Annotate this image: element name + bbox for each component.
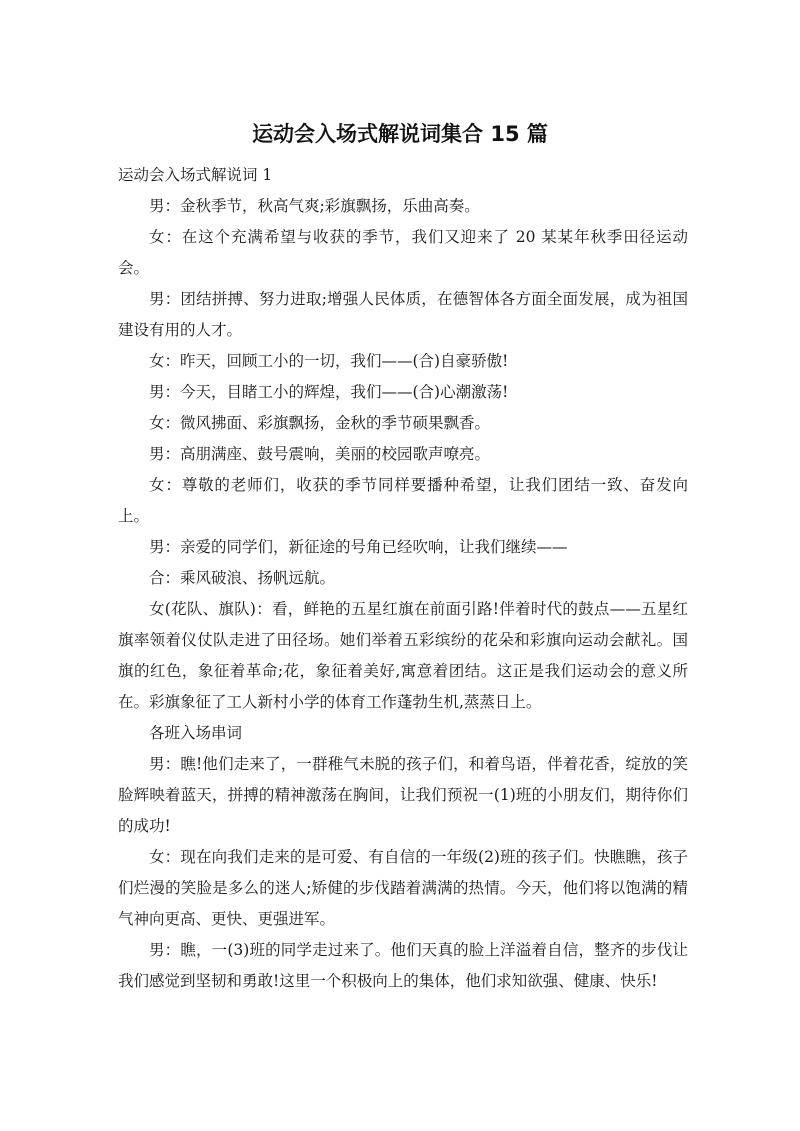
paragraph: 男：瞧!他们走来了，一群稚气未脱的孩子们，和着鸟语，伴着花香，绽放的笑脸辉映着蓝天，拼搏的精神激荡在胸间，让我们预祝一(1)班的小朋友们，期待你们的成功! [118, 755, 688, 835]
paragraph: 男：今天，目睹工小的辉煌，我们——(合)心潮激荡! [149, 383, 509, 401]
paragraph: 男：瞧，一(3)班的同学走过来了。他们天真的脸上洋溢着自信，整齐的步伐让我们感觉到坚韧和勇敢!这里一个积极向上的集体，他们求知欲强、健康、快乐! [118, 941, 688, 990]
paragraph: 各班入场串词 [149, 724, 243, 742]
paragraph: 男：高朋满座、鼓号震响，美丽的校园歌声嘹亮。 [149, 445, 491, 463]
paragraph: 女：微风拂面、彩旗飘扬，金秋的季节硕果飘香。 [149, 414, 491, 432]
paragraph: 男：团结拼搏、努力进取;增强人民体质，在德智体各方面全面发展，成为祖国建设有用的人才。 [118, 290, 688, 339]
document-body [118, 160, 688, 997]
paragraph: 女：现在向我们走来的是可爱、有自信的一年级(2)班的孩子们。快瞧瞧，孩子们烂漫的笑脸是多么的迷人;矫健的步伐踏着满满的热情。今天，他们将以饱满的精气神向更高、更快、更强进军。 [118, 848, 688, 928]
paragraph: 男：金秋季节，秋高气爽;彩旗飘扬，乐曲高奏。 [149, 197, 480, 215]
paragraph: 运动会入场式解说词 1 [118, 166, 273, 184]
paragraph: 合：乘风破浪、扬帆远航。 [149, 569, 336, 587]
paragraph: 男：亲爱的同学们，新征途的号角已经吹响，让我们继续—— [149, 538, 568, 556]
paragraph: 女(花队、旗队)：看，鲜艳的五星红旗在前面引路!伴着时代的鼓点——五星红旗率领着仪仗队走进了田径场。她们举着五彩缤纷的花朵和彩旗向运动会献礼。国旗的红色，象征着革命;花，象征着美好,寓意着团结。这正是我们运动会的意义所在。彩旗象征了工人新村小学的体育工作蓬勃生机,蒸蒸日上。 [118, 600, 688, 711]
paragraph: 女：昨天，回顾工小的一切，我们——(合)自豪骄傲! [149, 352, 509, 370]
document-title: 运动会入场式解说词集合 15 篇 [252, 122, 548, 146]
paragraph: 女：尊敬的老师们，收获的季节同样要播种希望，让我们团结一致、奋发向上。 [118, 476, 688, 525]
paragraph: 女：在这个充满希望与收获的季节，我们又迎来了 20 某某年秋季田径运动会。 [118, 228, 688, 277]
